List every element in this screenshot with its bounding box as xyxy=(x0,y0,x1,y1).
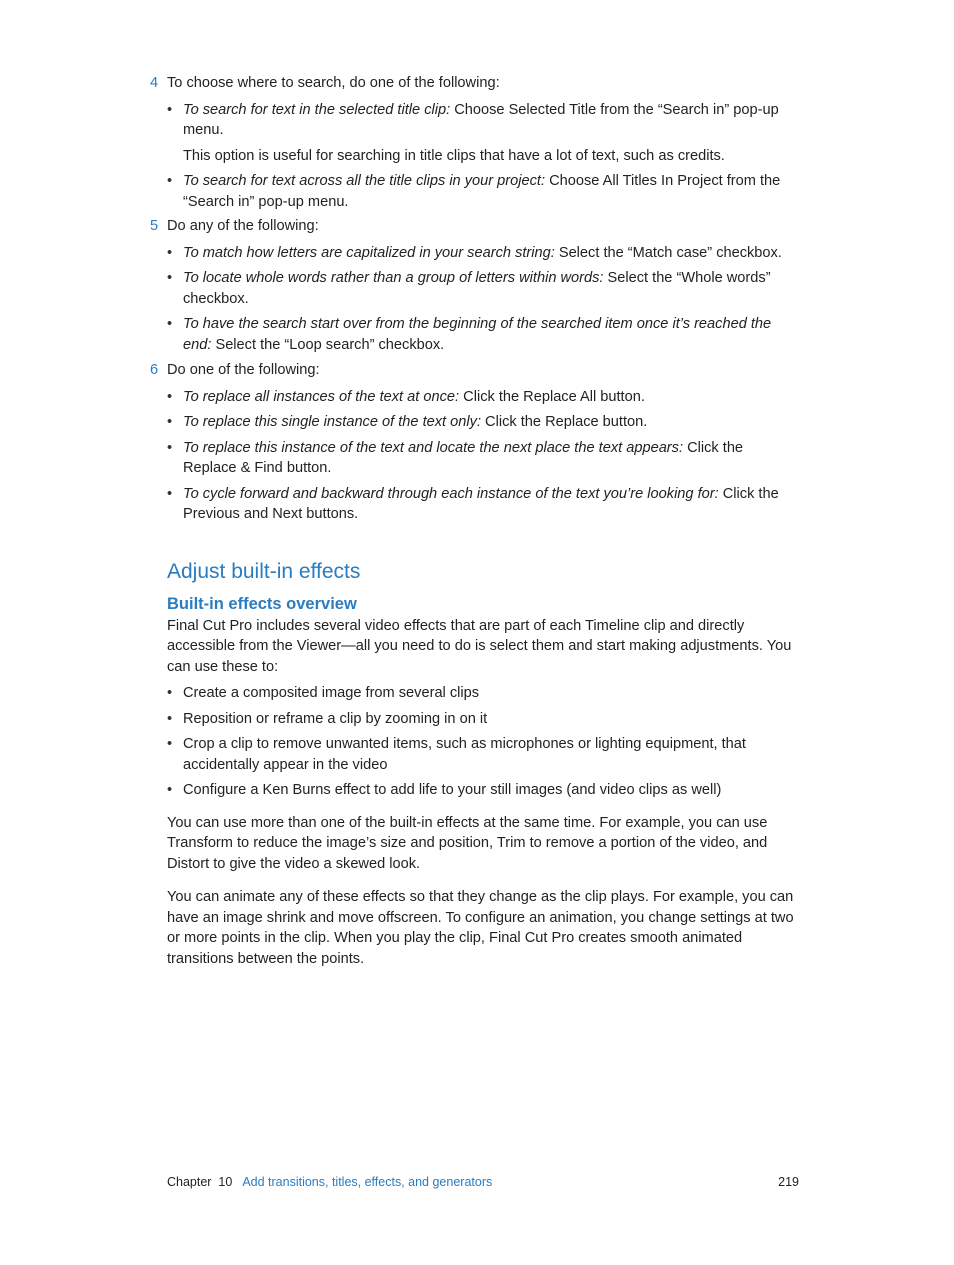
option-text: Click the Previous and Next buttons. xyxy=(183,485,779,522)
step-4-options xyxy=(167,100,799,141)
option-lead: To cycle forward and backward through each instance of the text you’re looking for: xyxy=(183,485,719,502)
option-lead: To search for text across all the title clips in your project: xyxy=(183,173,546,189)
bullet-marker: • xyxy=(167,388,173,405)
option-text: Select the “Whole words” checkbox. xyxy=(183,270,771,307)
step-text: Do one of the following: xyxy=(167,362,320,378)
step-number: 5 xyxy=(150,218,159,234)
list-item xyxy=(167,387,799,408)
list-item xyxy=(167,268,799,309)
step-4 xyxy=(150,73,799,94)
option-text: Click the Replace button. xyxy=(481,414,648,430)
bullet-marker: • xyxy=(167,736,173,752)
step-6 xyxy=(150,360,799,381)
option-text: Click the Replace & Find button. xyxy=(183,439,744,476)
bullet-marker: • xyxy=(167,270,173,286)
list-item xyxy=(167,484,799,525)
list-item xyxy=(167,100,799,141)
step-5 xyxy=(150,216,799,237)
option-lead: To locate whole words rather than a group of letters within words: xyxy=(183,270,604,286)
chapter-title-link[interactable]: Add transitions, titles, effects, and generators xyxy=(242,1175,493,1189)
option-text: Choose Selected Title from the “Search in” pop-up menu. xyxy=(183,101,779,138)
list-item xyxy=(167,438,799,479)
bullet-marker: • xyxy=(167,244,173,261)
bullet-marker: • xyxy=(167,710,173,727)
step-4-options-cont xyxy=(167,171,799,212)
bullet-marker: • xyxy=(167,101,173,118)
step-text: To choose where to search, do one of the following: xyxy=(167,75,500,91)
bullet-marker: • xyxy=(167,782,173,798)
option-lead: To replace this instance of the text and locate the next place the text appears: xyxy=(183,439,684,456)
option-lead: To have the search start over from the beginning of the searched item once it’s reached the end: xyxy=(183,316,772,353)
list-item xyxy=(167,709,799,730)
section-title: Adjust built-in effects xyxy=(167,559,361,583)
list-item xyxy=(167,734,799,775)
bullet-marker: • xyxy=(167,685,173,701)
bullet-marker: • xyxy=(167,485,173,502)
bullet-marker: • xyxy=(167,414,173,430)
page-content xyxy=(150,73,799,969)
page-number: 219 xyxy=(778,1175,799,1189)
option-lead: To match how letters are capitalized in your search string: xyxy=(183,244,555,261)
step-6-options xyxy=(167,387,799,525)
list-item xyxy=(167,314,799,355)
step-text: Do any of the following: xyxy=(167,218,319,234)
page-footer xyxy=(167,1174,799,1190)
option-note: This option is useful for searching in title clips that have a lot of text, such as credits. xyxy=(183,147,725,164)
list-item-text: Crop a clip to remove unwanted items, such as microphones or lighting equipment, that accidentally appear in the video xyxy=(183,736,746,773)
list-item-text: Configure a Ken Burns effect to add life to your still images (and video clips as well) xyxy=(183,782,722,798)
bullet-marker: • xyxy=(167,173,173,189)
step-number: 4 xyxy=(150,75,159,91)
list-item-text: Create a composited image from several clips xyxy=(183,685,480,701)
chapter-label: Chapter 10 xyxy=(167,1175,233,1189)
list-item xyxy=(167,171,799,212)
option-lead: To replace this single instance of the text only: xyxy=(183,414,481,430)
option-lead: To replace all instances of the text at once: xyxy=(183,388,460,405)
option-text: Choose All Titles In Project from the “Search in” pop-up menu. xyxy=(183,173,781,210)
intro-paragraph: Final Cut Pro includes several video effects that are part of each Timeline clip and directly accessible from the Viewer—all you need to do is select them and start making adjustments. You can use these to: xyxy=(167,617,792,675)
effects-uses-list xyxy=(167,683,799,801)
bullet-marker: • xyxy=(167,439,173,456)
step-number: 6 xyxy=(150,362,159,378)
option-text: Select the “Match case” checkbox. xyxy=(554,244,782,261)
body-paragraph: You can animate any of these effects so that they change as the clip plays. For example, you can have an image shrink and move offscreen. To configure an animation, you change settings at two or more points in the clip. When you play the clip, Final Cut Pro creates smooth animated transitions between the points. xyxy=(167,889,794,967)
bullet-marker: • xyxy=(167,316,173,332)
option-text: Select the “Loop search” checkbox. xyxy=(211,336,445,353)
option-text: Click the Replace All button. xyxy=(459,388,645,405)
step-5-options xyxy=(167,243,799,356)
section-subtitle: Built-in effects overview xyxy=(167,594,357,613)
list-item xyxy=(167,243,799,264)
list-item xyxy=(167,683,799,704)
body-paragraph: You can use more than one of the built-in effects at the same time. For example, you can use Transform to reduce the image’s size and position, Trim to remove a portion of the video, and Distort to give the video a skewed look. xyxy=(167,814,768,872)
option-lead: To search for text in the selected title clip: xyxy=(183,101,451,118)
list-item-text: Reposition or reframe a clip by zooming in on it xyxy=(183,710,488,727)
list-item xyxy=(167,412,799,433)
list-item xyxy=(167,780,799,801)
